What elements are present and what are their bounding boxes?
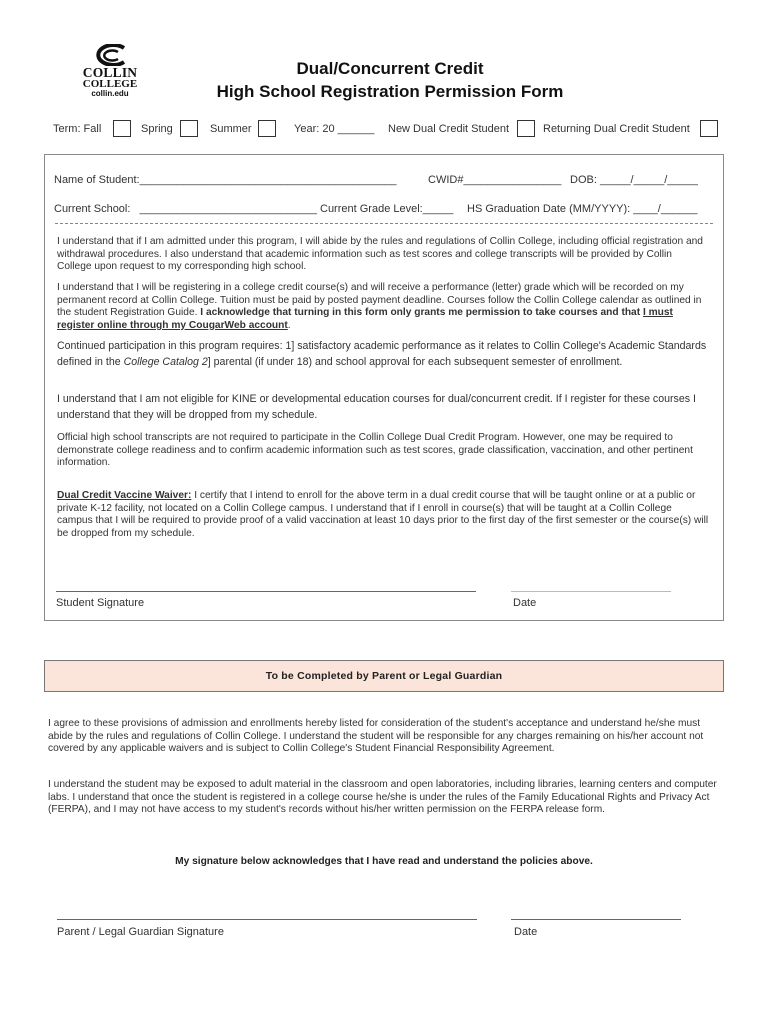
vaccine-waiver-heading: Dual Credit Vaccine Waiver: <box>57 490 192 501</box>
returning-student-label: Returning Dual Credit Student <box>543 123 690 135</box>
paragraph-adult-material-ferpa: I understand the student may be exposed to adult material in the classroom and open laboratories, including libraries, learning centers and computer labs. I understand that once the student is registered in a college course he/she is under the rules of the Family Educational Rights and Privacy Act (FERPA), and I may not have access to my student's records without his/her written permission on the FERPA release form. <box>48 779 717 816</box>
parent-signature-line[interactable] <box>57 919 477 920</box>
dob-field[interactable] <box>570 174 698 186</box>
term-summer-label: Summer <box>210 123 252 135</box>
paragraph-parent-agreement: I agree to these provisions of admission and enrollments hereby listed for consideration of the student's acceptance and understand he/she must abide by the rules and regulations of Collin College. I understand the student will be responsible for any charges remaining on his/her account not covered by any applicable waivers and is subject to Collin College's Student Financial Responsibility Agreement. <box>48 718 704 755</box>
paragraph-continued-participation <box>57 339 709 370</box>
paragraph-credit-course <box>57 282 709 332</box>
dob-label: DOB: <box>570 174 597 186</box>
fall-checkbox[interactable] <box>113 120 131 137</box>
continued-participation-text: Continued participation in this program requires: 1] satisfactory academic performance as it relates to Collin College's Academic Standards defined in the <box>57 340 707 368</box>
parent-date-line[interactable] <box>511 919 681 920</box>
student-name-line[interactable]: __________________________________________ <box>139 174 397 186</box>
spring-checkbox[interactable] <box>180 120 198 137</box>
form-title-line1: Dual/Concurrent Credit <box>296 59 484 78</box>
year-field[interactable]: Year: 20 ______ <box>294 123 375 135</box>
register-online-text: I must register online through my CougarWeb account <box>57 307 673 331</box>
graduation-date-label: HS Graduation Date (MM/YYYY): <box>467 203 631 215</box>
current-school-line[interactable]: _____________________________ <box>139 203 318 215</box>
grade-level-label: Current Grade Level: <box>320 203 423 215</box>
student-date-label: Date <box>513 597 537 609</box>
collin-college-logo <box>80 44 140 99</box>
parent-section-header <box>44 660 724 692</box>
term-row <box>0 120 770 140</box>
graduation-date-field[interactable] <box>467 203 698 215</box>
cwid-line[interactable]: ________________ <box>463 174 562 186</box>
paragraph-kine-eligibility: I understand that I am not eligible for KINE or developmental education courses for dual/concurrent credit. If I register for these courses I understand that they will be dropped from my schedule. <box>57 393 696 421</box>
student-name-label: Name of Student: <box>54 174 140 186</box>
paragraph-vaccine-waiver <box>57 490 709 540</box>
returning-student-checkbox[interactable] <box>700 120 718 137</box>
parent-date-label: Date <box>514 926 538 938</box>
student-signature-label: Student Signature <box>56 597 145 609</box>
logo-name-line1: COLLIN <box>82 65 138 80</box>
paragraph-rules-agreement: I understand that if I am admitted under this program, I will abide by the rules and regulations of Collin College, including official registration and withdrawal procedures. I also understand that academic information such as test scores and college transcripts will be provided by Collin College upon request to my corresponding high school. <box>57 236 703 273</box>
current-school-field[interactable] <box>54 203 317 215</box>
paragraph-transcripts: Official high school transcripts are not required to participate in the Collin College Dual Credit Program. However, one may be required to demonstrate college readiness and to confirm academic information such as test scores, grade classification, vaccination, and other pertinent information. <box>57 432 693 469</box>
new-student-checkbox[interactable] <box>517 120 535 137</box>
term-fall-label: Term: Fall <box>53 123 102 135</box>
summer-checkbox[interactable] <box>258 120 276 137</box>
new-student-label: New Dual Credit Student <box>388 123 510 135</box>
collin-logo-swoosh-icon <box>91 44 129 66</box>
logo-name-line2: COLLEGE <box>82 78 138 90</box>
vaccine-waiver-text: I certify that I intend to enroll for the above term in a dual credit course that will be taught online or at a public or private K-12 facility, not located on a Collin College campus. I understand that if I enroll in course(s) that will be taught at a Collin College campus that I will be required to provide proof of a valid vaccination at least 10 days prior to the first day of the first semester or the course(s) will be dropped from my schedule. <box>57 490 709 539</box>
grade-level-line[interactable]: _____ <box>422 203 454 215</box>
credit-course-end: . <box>287 319 291 331</box>
cwid-field[interactable] <box>428 174 561 186</box>
dashed-divider <box>55 223 713 224</box>
student-name-field[interactable] <box>54 174 397 186</box>
student-section <box>44 154 724 621</box>
college-catalog-text: College Catalog 2 <box>123 355 208 368</box>
dob-line[interactable]: _____/_____/_____ <box>599 174 698 186</box>
parent-section-title: To be Completed by Parent or Legal Guardian <box>265 670 503 682</box>
cwid-label: CWID# <box>428 174 464 186</box>
acknowledgement-statement: My signature below acknowledges that I have read and understand the policies above. <box>175 856 593 867</box>
grade-level-field[interactable] <box>320 203 453 215</box>
student-signature-line[interactable] <box>56 591 476 592</box>
term-spring-label: Spring <box>141 123 173 135</box>
parent-signature-label: Parent / Legal Guardian Signature <box>57 926 224 938</box>
current-school-label: Current School: <box>54 203 131 215</box>
graduation-date-line[interactable]: ____/______ <box>633 203 698 215</box>
logo-url: collin.edu <box>91 89 129 98</box>
student-date-line[interactable] <box>511 591 671 592</box>
acknowledge-text: I acknowledge that turning in this form only grants me permission to take courses and that <box>200 307 643 319</box>
credit-course-text: I understand that I will be registering in a college credit course(s) and will receive a performance (letter) grade which will be recorded on my permanent record at Collin College. Tuition must be paid by posted payment deadline. Courses follow the Collin College calendar as outlined in the student Registration Guide. <box>57 282 702 319</box>
form-title-line2: High School Registration Permission Form <box>216 82 564 101</box>
continued-participation-end: ] parental (if under 18) and school approval for each subsequent semester of enrollment. <box>207 355 623 368</box>
